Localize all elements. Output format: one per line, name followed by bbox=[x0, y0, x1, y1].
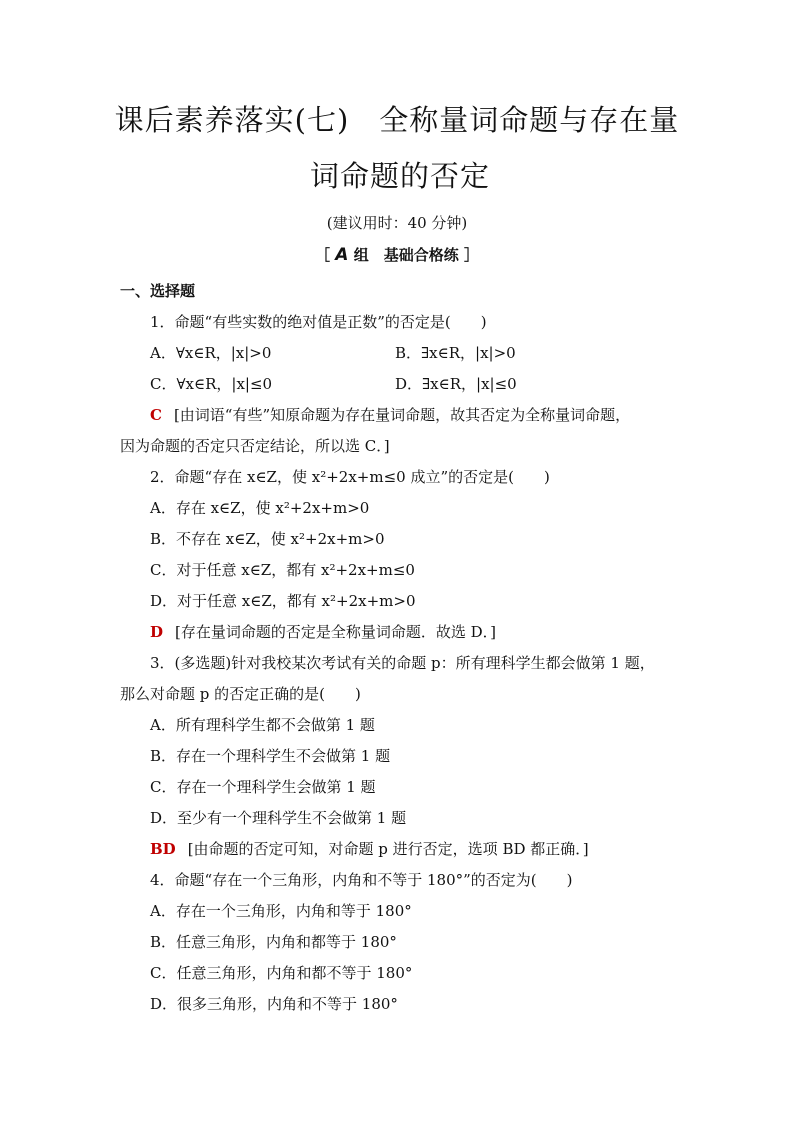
q1-option-a: A．∀x∈R，|x|>0 bbox=[150, 344, 272, 362]
q1-option-b: B．∃x∈R，|x|>0 bbox=[395, 344, 516, 362]
q3-option-b: B．存在一个理科学生不会做第 1 题 bbox=[150, 747, 391, 765]
group-label: 组 基础合格练 bbox=[353, 246, 459, 264]
q2-option-c: C．对于任意 x∈Z，都有 x²+2x+m≤0 bbox=[150, 561, 415, 579]
q3-answer: BD bbox=[150, 840, 176, 858]
page-title-line-1: 课后素养落实(七) 全称量词命题与存在量 bbox=[114, 103, 680, 137]
suggested-time: (建议用时：40 分钟) bbox=[326, 214, 468, 232]
q3-stem-line-2: 那么对命题 p 的否定正确的是( ) bbox=[120, 685, 361, 703]
q2-option-d: D．对于任意 x∈Z，都有 x²+2x+m>0 bbox=[150, 592, 416, 610]
q4-option-d: D．很多三角形，内角和不等于 180° bbox=[150, 995, 398, 1013]
group-letter: A bbox=[335, 245, 349, 265]
section-heading: 一、选择题 bbox=[120, 282, 196, 300]
q1-option-d: D．∃x∈R，|x|≤0 bbox=[395, 375, 517, 393]
q4-option-a: A．存在一个三角形，内角和等于 180° bbox=[150, 902, 412, 920]
q3-option-a: A．所有理科学生都不会做第 1 题 bbox=[150, 716, 375, 734]
q3-option-d: D．至少有一个理科学生不会做第 1 题 bbox=[150, 809, 407, 827]
q2-answer: D bbox=[150, 623, 164, 641]
q2-explanation bbox=[150, 621, 496, 642]
q4-option-c: C．任意三角形，内角和都不等于 180° bbox=[150, 964, 413, 982]
q4-option-b: B．任意三角形，内角和都等于 180° bbox=[150, 933, 397, 951]
q2-option-b: B．不存在 x∈Z，使 x²+2x+m>0 bbox=[150, 530, 385, 548]
q3-explanation-text: [由命题的否定可知，对命题 p 进行否定，选项 BD 都正确．] bbox=[187, 840, 589, 858]
q1-explanation-line-1: [由词语“有些”知原命题为存在量词命题，故其否定为全称量词命题， bbox=[173, 406, 631, 424]
q4-stem: 4．命题“存在一个三角形，内角和不等于 180°”的否定为( ) bbox=[150, 871, 573, 889]
bracket-right: ］ bbox=[463, 246, 479, 264]
q3-explanation bbox=[150, 838, 589, 859]
bracket-left: ［ bbox=[315, 246, 331, 264]
q1-answer: C bbox=[150, 406, 162, 424]
q2-explanation-text: [存在量词命题的否定是全称量词命题．故选 D．] bbox=[175, 623, 497, 641]
q1-stem: 1．命题“有些实数的绝对值是正数”的否定是( ) bbox=[150, 313, 487, 331]
q2-stem: 2．命题“存在 x∈Z，使 x²+2x+m≤0 成立”的否定是( ) bbox=[150, 468, 550, 486]
q1-explanation bbox=[150, 404, 630, 425]
q3-stem-line-1: 3．(多选题)针对我校某次考试有关的命题 p：所有理科学生都会做第 1 题， bbox=[150, 654, 655, 672]
q1-option-c: C．∀x∈R，|x|≤0 bbox=[150, 375, 273, 393]
page-title-line-2: 词命题的否定 bbox=[310, 159, 491, 193]
q3-option-c: C．存在一个理科学生会做第 1 题 bbox=[150, 778, 376, 796]
group-heading bbox=[0, 244, 794, 265]
q1-explanation-line-2: 因为命题的否定只否定结论，所以选 C．] bbox=[120, 437, 390, 455]
q2-option-a: A．存在 x∈Z，使 x²+2x+m>0 bbox=[150, 499, 370, 517]
